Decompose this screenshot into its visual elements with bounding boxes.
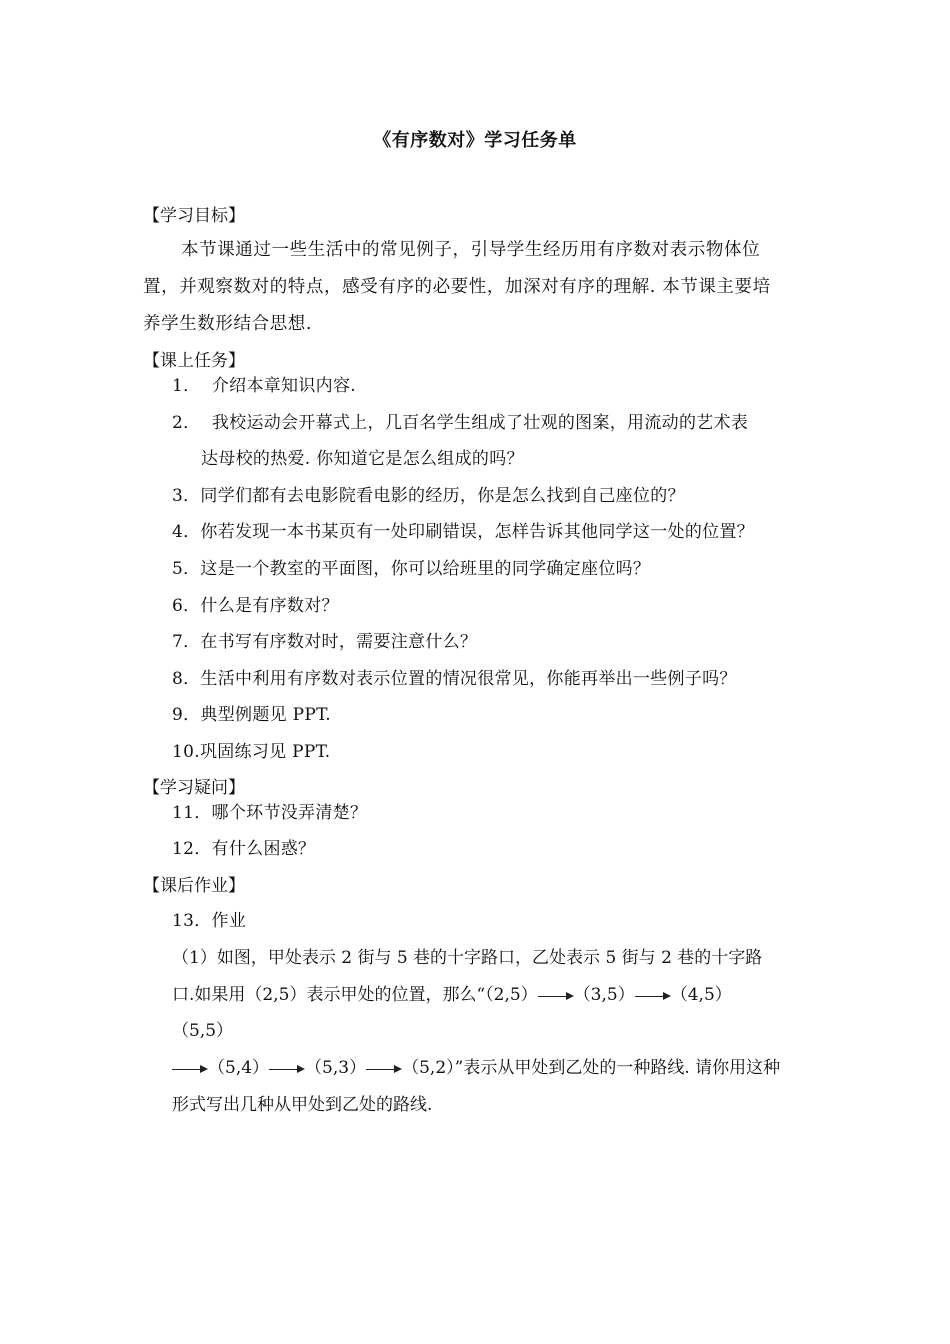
route-point: （5,3） bbox=[305, 1058, 367, 1078]
list-item bbox=[172, 700, 331, 725]
right-arrow-icon bbox=[635, 990, 671, 1002]
item-number: 10. bbox=[172, 742, 200, 762]
route-point: （5,4） bbox=[208, 1058, 270, 1078]
item-text: 作业 bbox=[211, 911, 247, 931]
homework-text: 口.如果用（2,5）表示甲处的位置，那么“（2,5） bbox=[172, 985, 538, 1005]
item-text: 我校运动会开幕式上，几百名学生组成了壮观的图案，用流动的艺术表 bbox=[211, 413, 749, 433]
list-item bbox=[172, 834, 315, 859]
item-number: 13． bbox=[172, 911, 212, 931]
list-item bbox=[172, 591, 339, 616]
goal-paragraph-line: 本节课通过一些生活中的常见例子，引导学生经历用有序数对表示物体位 bbox=[181, 240, 761, 260]
list-item bbox=[172, 798, 367, 823]
item-number: 12． bbox=[172, 839, 212, 859]
homework-line: 形式写出几种从甲处到乙处的路线. bbox=[172, 1095, 433, 1115]
list-item bbox=[172, 554, 650, 579]
list-item bbox=[172, 906, 246, 931]
section-heading-goal: 【学习目标】 bbox=[143, 206, 245, 226]
list-item bbox=[172, 371, 356, 396]
section-heading-questions: 【学习疑问】 bbox=[143, 778, 245, 798]
homework-route-line bbox=[172, 980, 732, 1005]
item-text-continued: 达母校的热爱. 你知道它是怎么组成的吗？ bbox=[201, 449, 524, 469]
item-number: 3． bbox=[172, 486, 201, 506]
route-point: （5,5） bbox=[172, 1021, 234, 1041]
item-number: 8． bbox=[172, 669, 201, 689]
list-item bbox=[172, 664, 737, 689]
goal-paragraph-line: 置，并观察数对的特点，感受有序的必要性，加深对有序的理解. 本节课主要培 bbox=[143, 277, 771, 297]
item-text: 你若发现一本书某页有一处印刷错误，怎样告诉其他同学这一处的位置？ bbox=[200, 522, 755, 542]
item-text: 典型例题见 PPT. bbox=[200, 705, 331, 725]
item-number: 9． bbox=[172, 705, 201, 725]
item-text: 有什么困惑？ bbox=[211, 839, 316, 859]
homework-text: ”表示从甲处到乙处的一种路线. 请你用这种 bbox=[454, 1058, 781, 1078]
right-arrow-icon bbox=[366, 1063, 402, 1075]
list-item bbox=[172, 517, 754, 542]
homework-line: （1）如图，甲处表示 2 街与 5 巷的十字路口，乙处表示 5 街与 2 巷的十字路 bbox=[172, 948, 763, 968]
list-item bbox=[172, 627, 477, 652]
right-arrow-icon bbox=[269, 1063, 305, 1075]
right-arrow-icon bbox=[538, 990, 574, 1002]
item-text: 介绍本章知识内容. bbox=[211, 376, 356, 396]
goal-paragraph-line: 养学生数形结合思想. bbox=[143, 314, 313, 334]
section-heading-homework: 【课后作业】 bbox=[143, 876, 245, 896]
list-item bbox=[172, 737, 330, 762]
homework-route-line bbox=[172, 1053, 780, 1078]
list-item bbox=[172, 408, 748, 433]
item-number: 2． bbox=[172, 413, 201, 433]
item-number: 1． bbox=[172, 376, 201, 396]
item-text: 巩固练习见 PPT. bbox=[199, 742, 331, 762]
right-arrow-icon bbox=[172, 1063, 208, 1075]
item-number: 11． bbox=[172, 803, 212, 823]
section-heading-tasks: 【课上任务】 bbox=[143, 351, 245, 371]
item-number: 4． bbox=[172, 522, 201, 542]
item-number: 7． bbox=[172, 632, 201, 652]
item-text: 哪个环节没弄清楚？ bbox=[211, 803, 368, 823]
item-text: 生活中利用有序数对表示位置的情况很常见，你能再举出一些例子吗？ bbox=[200, 669, 737, 689]
page-title: 《有序数对》学习任务单 bbox=[373, 130, 577, 151]
list-item bbox=[172, 481, 685, 506]
route-point: （3,5） bbox=[573, 985, 635, 1005]
route-point: （5,2） bbox=[402, 1058, 455, 1078]
item-text: 同学们都有去电影院看电影的经历，你是怎么找到自己座位的？ bbox=[200, 486, 685, 506]
item-number: 5． bbox=[172, 559, 201, 579]
item-text: 什么是有序数对？ bbox=[200, 596, 339, 616]
item-text: 这是一个教室的平面图，你可以给班里的同学确定座位吗？ bbox=[200, 559, 651, 579]
item-number: 6． bbox=[172, 596, 201, 616]
item-text: 在书写有序数对时，需要注意什么？ bbox=[200, 632, 478, 652]
route-point: （4,5） bbox=[670, 985, 732, 1005]
